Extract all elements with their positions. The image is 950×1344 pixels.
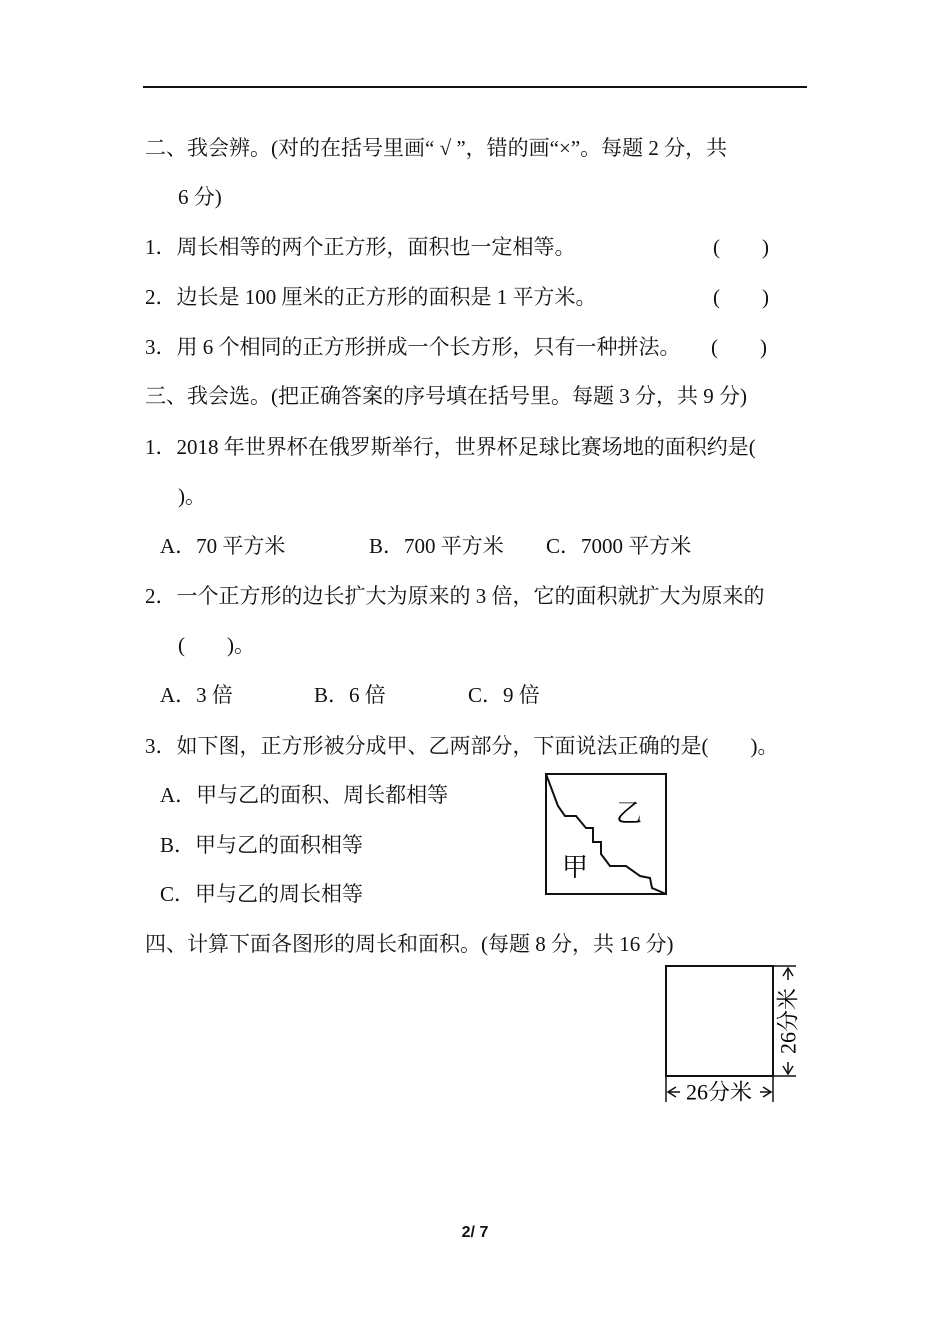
label-yi: 乙 <box>616 799 643 829</box>
q2-option-b[interactable]: B．6 倍 <box>314 683 386 707</box>
section2-item-1: 1．周长相等的两个正方形，面积也一定相等。 <box>145 235 576 259</box>
section3-heading: 三、我会选。(把正确答案的序号填在括号里。每题 3 分，共 9 分) <box>145 384 747 408</box>
width-label: 26分米 <box>685 1079 753 1105</box>
split-square-figure <box>540 770 672 900</box>
q2-option-c[interactable]: C．9 倍 <box>468 683 540 707</box>
q1-option-b[interactable]: B．700 平方米 <box>369 534 504 558</box>
top-rule <box>143 86 807 88</box>
q2-line1: 2．一个正方形的边长扩大为原来的 3 倍，它的面积就扩大为原来的 <box>145 584 765 608</box>
q2-line2: ( )。 <box>178 633 255 657</box>
q1-option-c[interactable]: C．7000 平方米 <box>546 534 692 558</box>
q1-line1: 1．2018 年世界杯在俄罗斯举行，世界杯足球比赛场地的面积约是( <box>145 435 756 459</box>
answer-paren-2[interactable]: ( ) <box>713 285 769 309</box>
q3-line1: 3．如下图，正方形被分成甲、乙两部分，下面说法正确的是( )。 <box>145 734 779 758</box>
section2-heading-line1: 二、我会辨。(对的在括号里画“ √ ”，错的画“×”。每题 2 分，共 <box>145 136 728 160</box>
section4-heading: 四、计算下面各图形的周长和面积。(每题 8 分，共 16 分) <box>145 932 674 956</box>
section2-heading-line2: 6 分) <box>178 185 222 209</box>
q1-option-a[interactable]: A．70 平方米 <box>160 534 286 558</box>
q3-option-c[interactable]: C．甲与乙的周长相等 <box>160 882 364 906</box>
height-label: 26分米 <box>775 987 801 1055</box>
label-jia: 甲 <box>562 853 589 883</box>
q3-option-b[interactable]: B．甲与乙的面积相等 <box>160 833 364 857</box>
square-26dm-figure <box>660 960 810 1110</box>
q3-option-a[interactable]: A．甲与乙的面积、周长都相等 <box>160 783 449 807</box>
section2-item-3: 3．用 6 个相同的正方形拼成一个长方形，只有一种拼法。 <box>145 335 681 359</box>
answer-paren-1[interactable]: ( ) <box>713 235 769 259</box>
section2-item-2: 2．边长是 100 厘米的正方形的面积是 1 平方米。 <box>145 285 597 309</box>
q2-option-a[interactable]: A．3 倍 <box>160 683 233 707</box>
square-26-outline <box>666 966 773 1076</box>
q1-line2: )。 <box>178 484 206 508</box>
answer-paren-3[interactable]: ( ) <box>711 335 767 359</box>
page-number: 2/ 7 <box>461 1224 489 1241</box>
